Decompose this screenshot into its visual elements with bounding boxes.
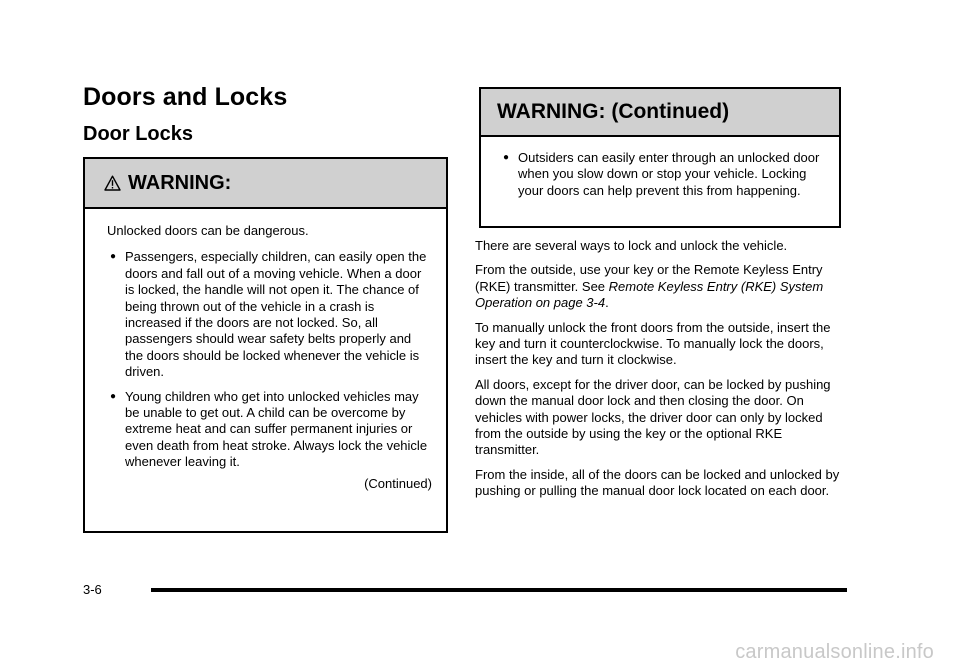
warning-continued-title: WARNING: (Continued) [497, 100, 730, 123]
page-title: Doors and Locks [83, 83, 288, 111]
body-text [475, 238, 845, 508]
body-text-run: . [605, 295, 609, 311]
body-paragraph: To manually unlock the front doors from the outside, insert the key and turn it counterclockwise. To manually lock the doors, insert the key and turn it clockwise. [475, 319, 831, 368]
warning-body [85, 209, 446, 492]
warning-continued-box [479, 87, 841, 228]
warning-bullet [107, 389, 432, 471]
body-paragraph [475, 262, 845, 311]
warning-header [85, 159, 446, 209]
warning-continued-header [481, 89, 839, 137]
warning-box [83, 157, 448, 533]
footer-rule [151, 588, 847, 592]
warning-continued-body [481, 137, 839, 199]
body-paragraph: There are several ways to lock and unlock the vehicle. [475, 238, 788, 253]
page-number: 3-6 [83, 582, 102, 597]
page-reference: Remote Keyless Entry (RKE) System Operation on page 3-4 [475, 278, 824, 311]
body-text-run: From the outside, use your key or the Remote Keyless Entry (RKE) transmitter. See [475, 262, 823, 294]
warning-title: WARNING: [128, 171, 232, 194]
body-paragraph: From the inside, all of the doors can be locked and unlocked by pushing or pulling the manual door lock located on each door. [475, 466, 840, 499]
warning-bullet-text: Outsiders can easily enter through an unlocked door when you slow down or stop your vehicle. Locking your doors can help prevent this from happening. [518, 150, 820, 198]
bullet-icon: ● [503, 152, 510, 163]
bullet-icon: ● [110, 251, 117, 263]
body-paragraph: All doors, except for the driver door, can be locked by pushing down the manual door lock and then closing the door. On vehicles with power locks, the driver door can only by locked from the outside by using the key or the optional RKE transmitter. [475, 376, 831, 458]
warning-triangle-icon [104, 175, 121, 191]
warning-intro: Unlocked doors can be dangerous. [107, 223, 309, 238]
warning-bullet-text: Passengers, especially children, can easily open the doors and fall out of a moving vehicle. When a door is locked, the handle will not open it. The chance of being thrown out of the vehicle in a crash is increased if the doors are not locked. So, all passengers should wear safety belts properly and the doors should be locked whenever the vehicle is driven. [125, 249, 427, 380]
bullet-icon: ● [110, 390, 117, 402]
section-heading: Door Locks [83, 123, 194, 145]
warning-bullet [107, 249, 432, 380]
watermark: carmanualsonline.info [735, 641, 934, 663]
warning-bullet-text: Young children who get into unlocked vehicles may be unable to get out. A child can be overcome by extreme heat and can suffer permanent injuries or even death from heat stroke. Always lock the vehicle whenever leaving it. [125, 388, 428, 470]
continued-label: (Continued) [364, 475, 432, 491]
warning-bullet [500, 150, 825, 199]
